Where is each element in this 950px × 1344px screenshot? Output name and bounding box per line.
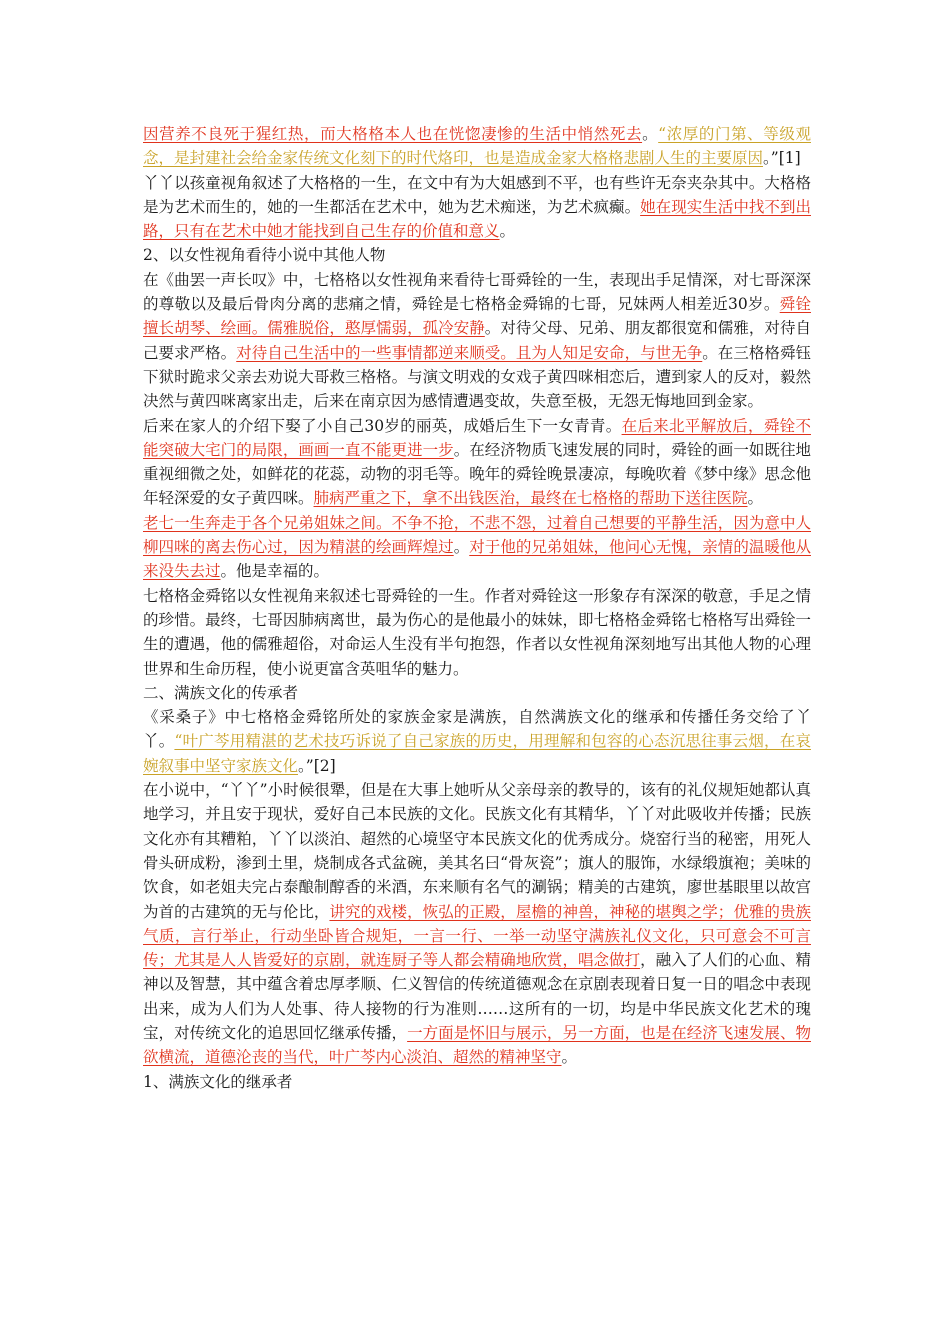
paragraph: [143, 511, 811, 584]
quoted-text-yellow: “叶广芩用精湛的艺术技巧诉说了自己家族的历史，用理解和包容的心态沉思往事云烟，在哀婉叙事中坚守家族文化: [143, 732, 811, 775]
paragraph: [143, 243, 811, 267]
paragraph: [143, 681, 811, 705]
paragraph: [143, 122, 811, 171]
highlighted-text-red: 一方面是怀旧与展示，另一方面，也是在经济飞速发展、物欲横流，道德沦丧的当代，叶广芩内心淡泊、超然的精神坚守: [143, 1023, 811, 1067]
highlighted-text-red: 对于他的兄弟姐妹，他问心无愧，亲情的温暖他从来没失去过: [143, 538, 811, 581]
paragraph: [143, 171, 811, 244]
body-text: 在《曲罢一声长叹》中，七格格以女性视角来看待七哥舜铨的一生，表现出手足情深，对七哥深深的尊敬以及最后骨肉分离的悲痛之情，舜铨是七格格金舜锦的七哥，兄妹两人相差近30岁。: [143, 270, 811, 314]
body-text: 。: [747, 489, 764, 508]
highlighted-text-red: 对待自己生活中的一些事情都逆来顺受。且为人知足安命，与世无争: [236, 343, 703, 362]
highlighted-text-red: 老七一生奔走于各个兄弟姐妹之间。不争不抢，不悲不怨，过着自己想要的平静生活，因为意中人柳四咪的离去伤心过，因为精湛的绘画辉煌过: [143, 513, 811, 557]
highlighted-text-red: 在后来北平解放后，舜铨不能突破大宅门的局限，画画一直不能更进一步: [143, 416, 811, 459]
paragraph: [143, 414, 811, 511]
highlighted-text-red: 她在现实生活中找不到出路，只有在艺术中她才能找到自己生存的价值和意义: [143, 197, 811, 241]
body-text: 。对待父母、兄弟、朋友都很宽和儒雅，对待自己要求严格。: [143, 319, 811, 362]
body-text: 。”[1]: [763, 149, 801, 168]
body-text: 。: [642, 125, 659, 143]
body-text: 1、满族文化的继承者: [143, 1072, 293, 1091]
highlighted-text-red: 肺病严重之下，拿不出钱医治，最终在七格格的帮助下送往医院: [313, 489, 748, 508]
body-text: 《采桑子》中七格格金舜铭所处的家族金家是满族，自然满族文化的继承和传播任务交给了丫丫。: [143, 708, 811, 751]
paragraph: [143, 584, 811, 681]
paragraph: [143, 268, 811, 414]
body-text: 。在经济物质飞速发展的同时，舜铨的画一如既往地重视细微之处，如鲜花的花蕊，动物的羽毛等。晚年的舜铨晚景凄凉，每晚吹着《梦中缘》思念他年轻深爱的女子黄四咪。: [143, 440, 811, 508]
body-text: 。在三格格舜钰下狱时跪求父亲去劝说大哥救三格格。与演文明戏的女戏子黄四咪相恋后，遭到家人的反对，毅然决然与黄四咪离家出走，后来在南京因为感情遭遇变故，失意至极，无怨无悔地回到金家。: [143, 343, 811, 411]
paragraph: [143, 1070, 811, 1094]
highlighted-text-red: 讲究的戏楼，恢弘的正殿，屋檐的神兽，神秘的堪舆之学；优雅的贵族气质，言行举止，行动坐卧皆合规矩，一言一行、一举一动坚守满族礼仪文化，只可意会不可言传；尤其是人人皆爱好的京剧，就连厨子等人都会精确地欣赏，唱念做打: [143, 902, 811, 970]
document-body: [143, 122, 811, 1094]
quoted-text-yellow: “浓厚的门第、等级观念，是封建社会给金家传统文化刻下的时代烙印，也是造成金家大格格悲剧人生的主要原因: [143, 125, 811, 168]
body-text: 在小说中，“丫丫”小时候很犟，但是在大事上她听从父亲母亲的教导的，该有的礼仪规矩她都认真地学习，并且安于现状，爱好自己本民族的文化。民族文化有其精华，丫丫对此吸收并传播；民族文化亦有其糟粕，丫丫以淡泊、超然的心境坚守本民族文化的优秀成分。烧窑行当的秘密，用死人骨头研成粉，渗到土里，烧制成各式盆碗，美其名曰“骨灰瓷”；旗人的服饰，水绿缎旗袍；美味的饮食，如老姐夫完占泰酿制醇香的米酒，东来顺有名气的涮锅；精美的古建筑，廖世基眼里以故宫为首的古建筑的无与伦比，: [143, 781, 811, 921]
body-text: 后来在家人的介绍下娶了小自己30岁的丽英，成婚后生下一女青青。: [143, 416, 622, 435]
highlighted-text-red: 舜铨擅长胡琴、绘画。儒雅脱俗，憨厚懦弱，孤冷安静: [143, 295, 811, 338]
body-text: ，融入了人们的心血、精神以及智慧，其中蕴含着忠厚孝顺、仁义智信的传统道德观念在京剧表现着日复一日的唱念中表现出来，成为人们为人处事、待人接物的行为准则……这所有的一切，均是中华民族文化艺术的瑰宝，对传统文化的追思回忆继承传播，: [143, 951, 811, 1042]
body-text: 。他是幸福的。: [220, 562, 330, 581]
body-text: 丫丫以孩童视角叙述了大格格的一生，在文中有为大姐感到不平，也有些许无奈夹杂其中。大格格是为艺术而生的，她的一生都活在艺术中，她为艺术痴迷，为艺术疯癫。: [143, 173, 811, 216]
body-text: 。: [561, 1048, 578, 1067]
body-text: 。: [453, 538, 470, 557]
body-text: 。”[2]: [298, 756, 336, 775]
paragraph: [143, 705, 811, 778]
paragraph: [143, 778, 811, 1070]
body-text: 2、以女性视角看待小说中其他人物: [143, 246, 386, 265]
body-text: 七格格金舜铭以女性视角来叙述七哥舜铨的一生。作者对舜铨这一形象存有深深的敬意，手足之情的珍惜。最终，七哥因肺病离世，最为伤心的是他最小的妹妹，即七格格金舜铭七格格写出舜铨一生的遭遇，他的儒雅超俗，对命运人生没有半句抱怨，作者以女性视角深刻地写出其他人物的心理世界和生命历程，使小说更富含英咀华的魅力。: [143, 586, 811, 678]
body-text: 二、满族文化的传承者: [143, 683, 299, 702]
highlighted-text-red: 因营养不良死于猩红热，而大格格本人也在恍惚凄惨的生活中悄然死去: [143, 125, 643, 143]
body-text: 。: [499, 222, 516, 241]
